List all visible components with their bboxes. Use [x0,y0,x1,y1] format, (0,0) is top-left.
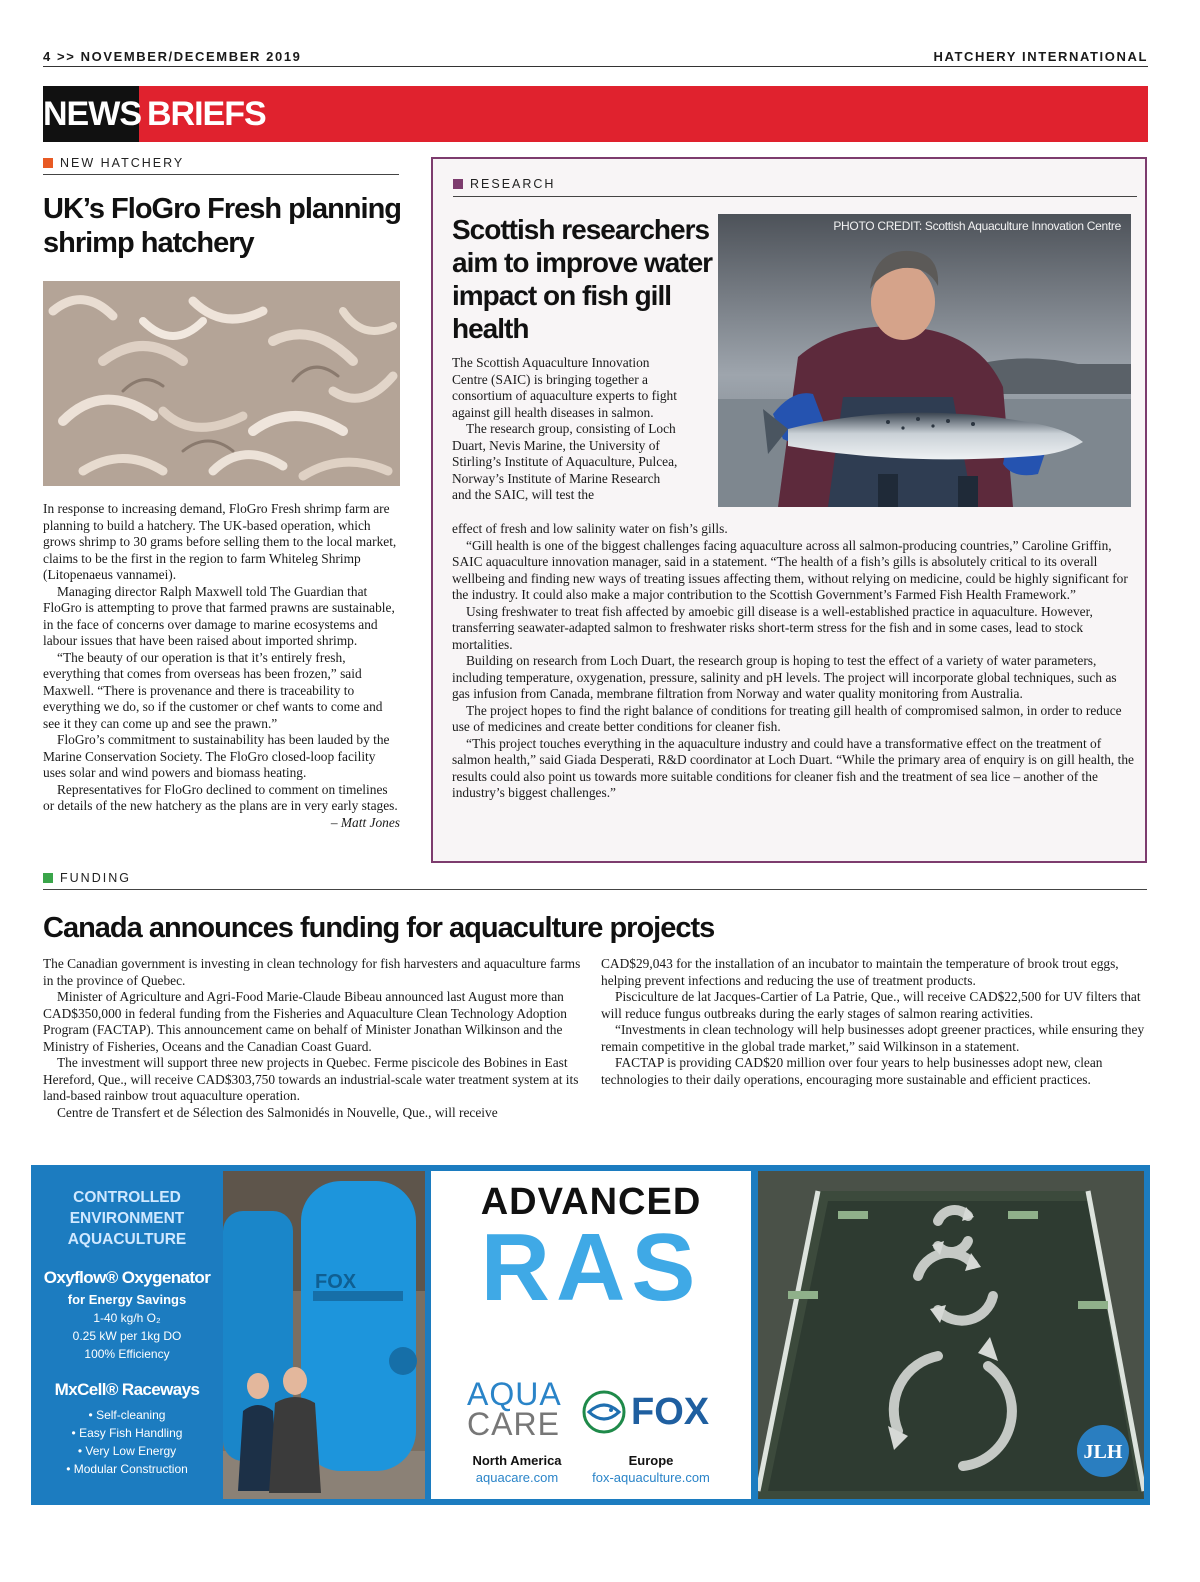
ad-contact-label: Europe [628,1453,674,1468]
paragraph: Representatives for FloGro declined to comment on timelines or details of the new hatchery as the plans are in very early stages. [43,781,398,813]
kicker-new-hatchery [43,156,184,170]
aquacare-care: CARE [467,1406,560,1442]
ad-product-panel [31,1165,223,1505]
paragraph: Using freshwater to treat fish affected by amoebic gill disease is a well-established practice in aquaculture. However, transferring seawater-adapted salmon to freshwater risks short-term stress for the fish and in some cases, lead to stock mortalities. [452,603,1093,652]
headline-line: UK’s FloGro Fresh planning [43,193,401,225]
jlh-logo: JLH [1083,1441,1123,1463]
paragraph: Centre de Transfert et de Sélection des Salmonidés in Nouvelle, Que., will receive [57,1104,498,1120]
issue-date: 4 >> NOVEMBER/DECEMBER 2019 [43,49,302,64]
headline-line: aim to improve water [452,247,713,278]
headline-line: impact on fish gill [452,280,672,311]
banner-news: NEWS [43,86,139,142]
ad-spec: 1-40 kg/h O₂ [93,1311,161,1325]
paragraph: CAD$29,043 for the installation of an incubator to maintain the temperature of brook trout eggs, helping prevent infections and reducing the use of treatment products. [601,956,1119,988]
kicker-label: FUNDING [60,871,131,885]
ad-tank-photo [223,1171,425,1499]
ad-contact-url[interactable]: aquacare.com [475,1470,559,1485]
ad-ras-panel [431,1171,751,1499]
paragraph: effect of fresh and low salinity water on fish’s gills. [452,521,728,536]
headline-line: Scottish researchers [452,214,710,245]
paragraph: “Gill health is one of the biggest challenges facing aquaculture across all salmon-producing countries,” Caroline Griffin, SAIC aquaculture innovation manager, said in a statement. “The health of a fish’s gills is absolutely critical to its overall wellbeing and finding new ways of treating issues affecting them, without relying on medicine, could be highly significant for the industry. It could also make a major contribution to the Scottish Government’s Farmed Fish Health Framework.” [452,537,1128,602]
paragraph: The investment will support three new projects in Quebec. Ferme piscicole des Bobines in East Hereford, Que., will receive CAD$303,750 towards an industrial-scale water treatment system at its land-based rainbow trout aquaculture operation. [43,1055,579,1103]
article-body-research-narrow [452,355,680,504]
paragraph: “Investments in clean technology will help businesses adopt greener practices, while ensuring they remain competitive in the global trade market,” said Wilkinson in a statement. [601,1022,1145,1054]
publication-name: HATCHERY INTERNATIONAL [933,49,1148,64]
paragraph: The project hopes to find the right balance of conditions for treating gill health of compromised salmon, in order to reduce use of medicines and create better conditions for cleaner fish. [452,702,1122,734]
paragraph: The Canadian government is investing in clean technology for fish harvesters and aquaculture farms in the province of Quebec. [43,956,581,988]
headline-line: shrimp hatchery [43,227,254,259]
folio-rule [43,66,1148,67]
kicker-square [43,158,53,168]
ad-bullet: • Easy Fish Handling [71,1426,183,1440]
ad-oxyflow-title: Oxyflow® Oxygenator [43,1268,211,1287]
kicker-square [43,873,53,883]
headline-line: health [452,313,529,344]
aquacare-logo[interactable] [467,1376,562,1442]
aquacare-aqua: AQUA [467,1376,562,1412]
paragraph: In response to increasing demand, FloGro Fresh shrimp farm are planning to build a hatchery. The UK-based operation, which grows shrimp to 30 grams before selling them to the local market, claims to be the first in the region to farm Whiteleg Shrimp (Litopenaeus vannamei). [43,501,397,582]
headline-flogro [43,192,403,260]
headline-funding: Canada announces funding for aquaculture projects [43,912,715,944]
article-body-funding-col2 [601,956,1147,1088]
paragraph: “This project touches everything in the aquaculture industry and could have a transformative effect on the treatment of salmon health,” said Giada Desperati, R&D coordinator at Loch Duart. “While the primary area of enquiry is on gill health, the results could also point us towards more suitable conditions for cleaner fish and the treatment of sea lice – another of the industry’s biggest challenges.” [452,735,1134,800]
ad-ras: RAS [480,1214,702,1321]
kicker-label: NEW HATCHERY [60,156,185,170]
ad-contact-label: North America [472,1453,562,1468]
paragraph: “The beauty of our operation is that it’s entirely fresh, everything that comes from overseas has been frozen,” said Maxwell. “There is provenance and there is traceability to everything we do, so if the customer or chef wants to come and see it they can come up and see the prawn.” [43,649,383,731]
kicker-research [453,177,555,191]
fox-fish-icon [581,1389,627,1435]
article-body-research-wide [452,521,1136,802]
ad-spec: 100% Efficiency [84,1347,170,1361]
kicker-funding [43,871,131,885]
paragraph: Managing director Ralph Maxwell told The Guardian that FloGro is attempting to prove that farmed prawns are sustainable, in the face of concerns over damage to marine ecosystems and labour issues that have been raised about imported shrimp. [43,583,395,648]
headline-research [452,213,722,345]
paragraph: Pisciculture de lat Jacques-Cartier of La Patrie, Que., will receive CAD$22,500 for UV filters that will reduce fungus outbreaks during the early stages of salmon rearing activities. [601,989,1141,1021]
banner-briefs: BRIEFS [147,95,266,133]
ad-heading-line: AQUACULTURE [67,1231,187,1248]
ad-heading-line: ENVIRONMENT [69,1210,185,1227]
advertisement[interactable] [31,1165,1150,1505]
paragraph: Minister of Agriculture and Agri-Food Marie-Claude Bibeau announced last August more than CAD$350,000 in federal funding from the Fisheries and Aquaculture Clean Technology Adoption Program (FACTAP). This announcement came on behalf of Minister Jonathan Wilkinson and the Ministry of Fisheries, Oceans and the Canadian Coast Guard. [43,989,567,1054]
ad-contact-url[interactable]: fox-aquaculture.com [592,1470,710,1485]
ad-bullet: • Self-cleaning [88,1408,166,1422]
kicker-label: RESEARCH [470,177,556,191]
paragraph: Building on research from Loch Duart, the research group is hoping to test the effect of a variety of water parameters, including temperature, oxygenation, pressure, salinity and pH levels. The project will incorporate global techniques, such as gas infusion from Canada, membrane filtration from Norway and water quality monitoring from Australia. [452,653,1117,701]
ad-advanced: ADVANCED [480,1181,702,1223]
ad-mxcell-list [31,1406,223,1478]
ad-bullet: • Modular Construction [66,1462,188,1476]
kicker-rule [43,174,399,175]
article-body-flogro [43,501,400,831]
ad-oxyflow-sub: for Energy Savings [67,1292,187,1307]
ad-tank-label: FOX [315,1271,357,1293]
research-box [431,157,1147,863]
paragraph: FACTAP is providing CAD$20 million over four years to help businesses adopt new, clean technologies to their daily operations, encouraging more sustainable and efficient practices. [601,1055,1103,1087]
ad-contact-na[interactable] [467,1453,567,1485]
salmon-photo [718,214,1131,507]
ad-contact-eu[interactable] [581,1453,721,1485]
folio [43,48,1148,68]
kicker-rule [43,889,1147,890]
kicker-rule [453,196,1137,197]
ad-heading-line: CONTROLLED [73,1189,181,1206]
shrimp-photo [43,281,400,486]
ad-raceway-photo [758,1171,1144,1499]
ad-spec: 0.25 kW per 1kg DO [72,1329,182,1343]
ad-bullet: • Very Low Energy [77,1444,177,1458]
fox-logo[interactable]: FOX [631,1391,710,1433]
paragraph: The research group, consisting of Loch Duart, Nevis Marine, the University of Stirling’s Institute of Aquaculture, Pulcea, Norway’s Institute of Marine Research and the SAIC, will test the [452,421,678,502]
article-body-funding-col1 [43,956,583,1121]
ad-mxcell-title: MxCell® Raceways [54,1380,200,1399]
photo-credit: PHOTO CREDIT: Scottish Aquaculture Innovation Centre [833,219,1121,233]
section-banner [43,86,1148,142]
ad-cea-heading [31,1187,223,1250]
paragraph: FloGro’s commitment to sustainability has been lauded by the Marine Conservation Society. The FloGro closed-loop facility uses solar and wind powers and biomass heating. [43,732,390,780]
paragraph: The Scottish Aquaculture Innovation Centre (SAIC) is bringing together a consortium of aquaculture experts to fight against gill health diseases in salmon. [452,355,677,420]
kicker-square [453,179,463,189]
ad-oxyflow-specs [31,1309,223,1363]
byline: – Matt Jones [330,814,400,830]
